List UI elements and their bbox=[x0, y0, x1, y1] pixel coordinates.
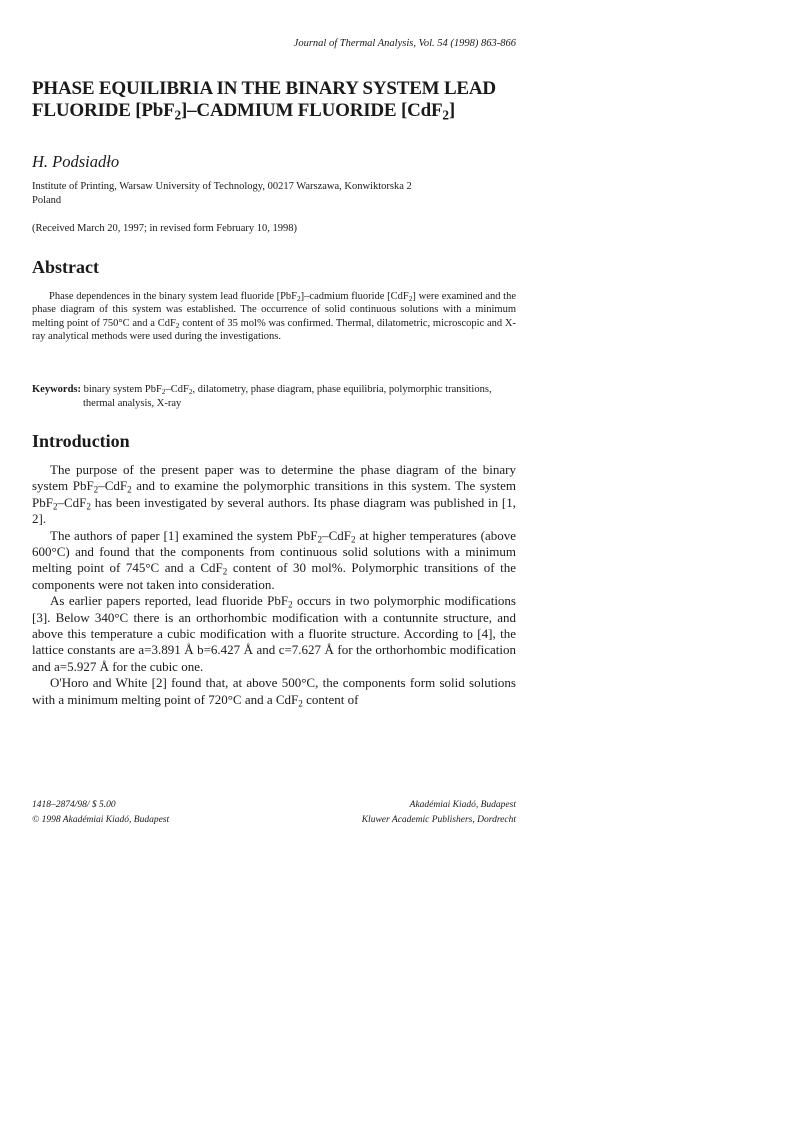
title-line-1: PHASE EQUILIBRIA IN THE BINARY SYSTEM LEAD bbox=[32, 78, 496, 99]
intro-paragraph-3: As earlier papers reported, lead fluoride PbF$_2$ occurs in two polymorphic modifications [3]. Below 340°C there is an orthorhombic modification with a contunnite structure, and above this temperature a cubic modification with a fluorite structure. According to [4], the lattice constants are a=3.891 Å b=6.427 Å and c=7.627 Å for the orthorhombic modification and a=5.927 Å for the cubic one. bbox=[32, 593, 516, 674]
introduction-body bbox=[32, 462, 516, 708]
footer-publisher-2: Kluwer Academic Publishers, Dordrecht bbox=[361, 815, 516, 825]
affiliation-line-1: Institute of Printing, Warsaw University of Technology, 00217 Warszawa, Konwiktorska 2 bbox=[32, 181, 412, 192]
received-dates: (Received March 20, 1997; in revised form February 10, 1998) bbox=[32, 223, 298, 234]
keywords-label: Keywords: bbox=[32, 384, 81, 395]
abstract-text: Phase dependences in the binary system lead fluoride [PbF$_2$]–cadmium fluoride [CdF$_2$] were examined and the phase diagram of this system was established. The occurrence of solid continuous solutions with a minimum melting point of 750°C and a CdF$_2$ content of 35 mol% was confirmed. Thermal, dilatometric, microscopic and X-ray analytical methods were used during the investigations. bbox=[32, 291, 516, 343]
introduction-heading: Introduction bbox=[32, 431, 130, 451]
intro-paragraph-4: O'Horo and White [2] found that, at above 500°C, the components form solid solutions with a minimum melting point of 720°C and a CdF$_2$ content of bbox=[32, 675, 516, 708]
keywords-text: binary system PbF$_2$–CdF$_2$, dilatometry, phase diagram, phase equilibria, polymorphic transitions, thermal analysis, X-ray bbox=[83, 384, 492, 409]
affiliation-line-2: Poland bbox=[32, 195, 62, 206]
paper-title bbox=[32, 78, 516, 122]
footer-left bbox=[32, 798, 169, 828]
abstract-heading: Abstract bbox=[32, 257, 99, 277]
footer-publisher-1: Akadémiai Kiadó, Budapest bbox=[409, 800, 516, 810]
journal-header: Journal of Thermal Analysis, Vol. 54 (1998) 863-866 bbox=[293, 38, 516, 49]
footer-issn: 1418–2874/98/ $ 5.00 bbox=[32, 800, 116, 810]
intro-paragraph-2: The authors of paper [1] examined the system PbF$_2$–CdF$_2$ at higher temperatures (above 600°C) and found that the components from continuous solid solutions with a minimum melting point of 745°C and a CdF$_2$ content of 30 mol%. Polymorphic transitions of the components were not taken into consideration. bbox=[32, 527, 516, 592]
footer-right bbox=[362, 798, 516, 828]
intro-paragraph-1: The purpose of the present paper was to determine the phase diagram of the binary system PbF$_2$–CdF$_2$ and to examine the polymorphic transitions in this system. The system PbF$_2$–CdF$_2$ has been investigated by several authors. Its phase diagram was published in [1, 2]. bbox=[32, 462, 516, 527]
author-name: H. Podsiadło bbox=[32, 152, 120, 171]
footer-copyright: © 1998 Akadémiai Kiadó, Budapest bbox=[32, 815, 170, 825]
title-line-2: FLUORIDE [PbF$_2$]–CADMIUM FLUORIDE [CdF$_2$] bbox=[32, 100, 455, 123]
author-affiliation bbox=[32, 180, 516, 208]
keywords bbox=[32, 383, 516, 410]
